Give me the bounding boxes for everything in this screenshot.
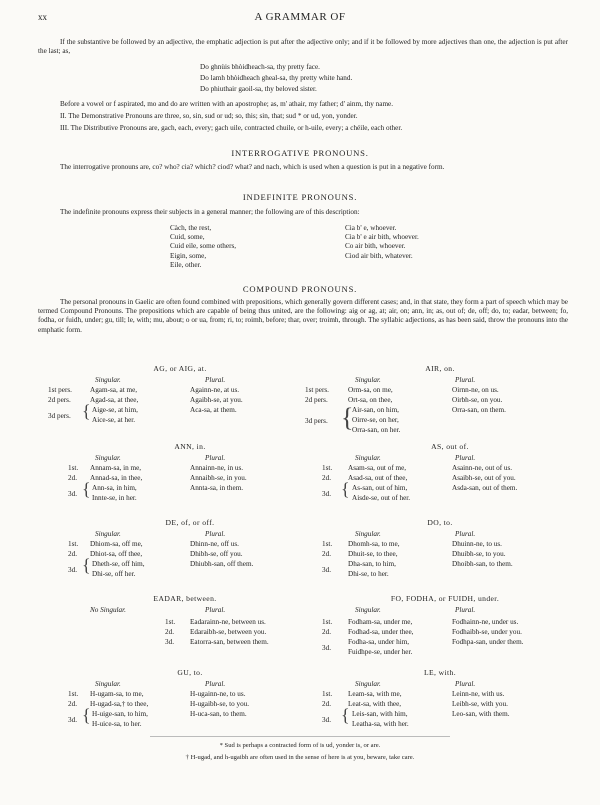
- footnote-2: † H-ugad, and h-ugaibh are often used in the sense of here is at you, beware, take care.: [185, 754, 415, 761]
- table-cell: Dhiom-sa, off me,: [90, 540, 143, 548]
- indefinite-list-right: [345, 224, 419, 261]
- table-title-air: AIR, on.: [425, 364, 455, 373]
- table-cell: Agam-sa, at me,: [90, 386, 138, 394]
- table-cell: Agad-sa, at thee,: [90, 396, 139, 404]
- table-cell: Fuidhpe-se, under her.: [348, 648, 413, 656]
- list-item: Ciod air bith, whatever.: [345, 251, 413, 260]
- table-cell: H-uice-sa, to her.: [92, 720, 142, 728]
- table-cell: Fodha-sa, under him,: [348, 638, 410, 646]
- table-title-ann: ANN, in.: [174, 442, 206, 451]
- table-cell: Aca-sa, at them.: [190, 406, 237, 414]
- person-label: 3d.: [68, 716, 77, 724]
- label-plural: Plural.: [455, 376, 476, 384]
- label-plural: Plural.: [205, 680, 226, 688]
- footnote-rule: [150, 736, 450, 737]
- person-label: 3d.: [68, 490, 77, 498]
- label-plural: Plural.: [205, 454, 226, 462]
- table-cell: Fodhad-sa, under thee,: [348, 628, 414, 636]
- example-1: Do ghnùis bhòidheach-sa, thy pretty face.: [200, 63, 320, 71]
- table-cell: Asainn-ne, out of us.: [452, 464, 513, 472]
- brace-icon: {: [341, 705, 350, 725]
- table-cell: Edaraibh-se, between you.: [190, 628, 267, 636]
- table-title-as: AS, out of.: [431, 442, 469, 451]
- person-label: 1st.: [165, 618, 176, 626]
- table-cell: Asad-sa, out of thee,: [348, 474, 408, 482]
- indefinite-heading: INDEFINITE PRONOUNS.: [242, 192, 358, 202]
- person-label: 1st.: [68, 690, 79, 698]
- table-cell: Dhoibh-san, to them.: [452, 560, 513, 568]
- table-cell: Leat-sa, with thee,: [348, 700, 402, 708]
- table-cell: Dhiot-sa, off thee,: [90, 550, 143, 558]
- interrogative-heading: INTERROGATIVE PRONOUNS.: [231, 148, 369, 158]
- table-cell: Aisde-se, out of her.: [352, 494, 411, 502]
- person-label: 2d.: [322, 474, 331, 482]
- table-cell: Agaibh-se, at you.: [190, 396, 243, 404]
- table-cell: Orra-san, on her.: [352, 426, 401, 434]
- label-singular: Singular.: [95, 376, 121, 384]
- table-cell: Oirnn-ne, on us.: [452, 386, 499, 394]
- table-cell: Orra-san, on them.: [452, 406, 506, 414]
- person-label: 2d.: [322, 628, 331, 636]
- table-title-eadar: EADAR, between.: [153, 594, 217, 603]
- label-singular: Singular.: [355, 376, 381, 384]
- table-cell: Leo-san, with them.: [452, 710, 510, 718]
- table-cell: Orm-sa, on me,: [348, 386, 393, 394]
- footnote-1: * Sud is perhaps a contracted form of is ud, yonder is, or are.: [219, 742, 381, 749]
- intro-paragraph-2: Before a vowel or f aspirated, mo and do are written with an apostrophe; as, m' athair, my father; d' ainm, thy name.: [60, 100, 394, 108]
- indefinite-list-left: [170, 224, 236, 270]
- label-plural: Plural.: [455, 606, 476, 614]
- table-cell: Aige-se, at him,: [92, 406, 138, 414]
- list-item: Co air bith, whoever.: [345, 242, 406, 251]
- table-cell: Leis-san, with him,: [352, 710, 408, 718]
- table-cell: H-ugad-sa,† to thee,: [90, 700, 149, 708]
- table-cell: Eadarainn-ne, between us.: [190, 618, 266, 626]
- table-cell: H-uige-san, to him,: [92, 710, 148, 718]
- table-cell: Oirre-se, on her,: [352, 416, 399, 424]
- table-cell: Oirbh-se, on you.: [452, 396, 503, 404]
- table-cell: Leam-sa, with me,: [348, 690, 402, 698]
- table-title-do: DO, to.: [427, 518, 453, 527]
- label-singular: Singular.: [355, 680, 381, 688]
- list-item: Càch, the rest,: [170, 224, 212, 232]
- table-cell: Aice-se, at her.: [92, 416, 136, 424]
- brace-icon: {: [82, 401, 91, 421]
- table-title-de: DE, of, or off.: [165, 518, 215, 527]
- table-cell: Dhuinn-ne, to us.: [452, 540, 502, 548]
- table-cell: Dhuibh-se, to you.: [452, 550, 506, 558]
- person-label: 2d.: [165, 628, 174, 636]
- label-singular: Singular.: [355, 454, 381, 462]
- page-title: A GRAMMAR OF: [254, 11, 346, 23]
- intro-paragraph-1: If the substantive be followed by an adjective, the emphatic adjection is put after the adjective only; and if it be followed by more adjectives than one, the adjection is put after the last; as,: [38, 38, 568, 56]
- table-title-fo: FO, FODHA, or FUIDH, under.: [390, 594, 500, 603]
- table-cell: Dhi-se, off her.: [92, 570, 136, 578]
- person-label: 3d.: [322, 716, 331, 724]
- list-item: Eigin, some,: [170, 251, 207, 260]
- table-cell: H-ugam-sa, to me,: [90, 690, 144, 698]
- table-cell: As-san, out of him,: [352, 484, 408, 492]
- table-cell: Air-san, on him,: [352, 406, 399, 414]
- person-label: 1st.: [68, 540, 79, 548]
- person-label: 2d.: [322, 700, 331, 708]
- label-plural: Plural.: [205, 530, 226, 538]
- person-label: 3d.: [322, 566, 331, 574]
- label-plural: Plural.: [205, 376, 226, 384]
- list-item: Eile, other.: [170, 260, 202, 269]
- person-label: 1st.: [322, 690, 333, 698]
- table-cell: Dhomh-sa, to me,: [348, 540, 400, 548]
- label-singular: Singular.: [95, 530, 121, 538]
- person-label: 2d pers.: [48, 396, 71, 404]
- label-plural: Plural.: [205, 606, 226, 614]
- table-cell: Asaibh-se, out of you.: [452, 474, 516, 482]
- label-plural: Plural.: [455, 680, 476, 688]
- table-cell: Annad-sa, in thee,: [90, 474, 143, 482]
- table-cell: H-ugaibh-se, to you.: [190, 700, 250, 708]
- person-label: 2d.: [68, 474, 77, 482]
- person-label: 2d.: [322, 550, 331, 558]
- table-cell: Leatha-sa, with her.: [352, 720, 409, 728]
- table-cell: Annainn-ne, in us.: [190, 464, 244, 472]
- table-cell: Dhiubh-san, off them.: [190, 560, 254, 568]
- table-cell: Leinn-ne, with us.: [452, 690, 505, 698]
- person-label: 1st.: [322, 540, 333, 548]
- table-cell: Againn-ne, at us.: [190, 386, 240, 394]
- person-label: 3d.: [322, 490, 331, 498]
- table-cell: Dheth-se, off him,: [92, 560, 145, 568]
- interrogative-text: The interrogative pronouns are, co? who? cia? which? ciod? what? and nach, which is used when a question is put in a negative form.: [60, 163, 445, 171]
- table-cell: H-ugainn-ne, to us.: [190, 690, 246, 698]
- example-3: Do phiuthair gaoil-sa, thy beloved sister.: [200, 85, 317, 93]
- brace-icon: {: [341, 479, 350, 499]
- brace-icon: {: [82, 555, 91, 575]
- table-cell: Dha-san, to him,: [348, 560, 396, 568]
- example-2: Do lamh bhòidheach gheal-sa, thy pretty white hand.: [200, 74, 353, 82]
- label-singular: Singular.: [95, 680, 121, 688]
- label-singular: Singular.: [355, 606, 381, 614]
- brace-icon: {: [341, 403, 354, 432]
- person-label: 1st pers.: [305, 386, 329, 394]
- person-label: 2d pers.: [305, 396, 328, 404]
- table-cell: Ort-sa, on thee,: [348, 396, 393, 404]
- person-label: 1st.: [322, 618, 333, 626]
- brace-icon: {: [82, 479, 91, 499]
- label-singular: Singular.: [355, 530, 381, 538]
- table-cell: Dhibh-se, off you.: [190, 550, 243, 558]
- indefinite-text: The indefinite pronouns express their subjects in a general manner; the following are of this description:: [60, 208, 360, 216]
- label-singular: Singular.: [95, 454, 121, 462]
- person-label: 3d pers.: [48, 412, 71, 420]
- table-cell: Fodhaibh-se, under you.: [452, 628, 522, 636]
- compound-heading: COMPOUND PRONOUNS.: [242, 284, 358, 294]
- table-cell: Dhinn-ne, off us.: [190, 540, 239, 548]
- table-cell: Eatorra-san, between them.: [190, 638, 269, 646]
- table-cell: Asda-san, out of them.: [452, 484, 518, 492]
- person-label: 1st.: [68, 464, 79, 472]
- compound-text: The personal pronouns in Gaelic are often found combined with prepositions, which generally govern different cases; and, in that state, they form a part of speech which may be termed Compound Pronouns. The prepositions which are capable of being thus united, are the following: aig or ag, at; air, on; ann, in; as, out of; de, off; do, to; eadar, between; fo, fodha, or fuidh, under; gu, till; le, with; mu, about; o or ua, from; ri, to; roimh, before; thar, over; troimh, through. The syllabic adjections, as has been said, throw the pronouns into the emphatic form.: [38, 298, 568, 334]
- table-title-ag: AG, or AIG, at.: [153, 364, 207, 373]
- table-cell: Ann-sa, in him,: [92, 484, 137, 492]
- table-cell: Dhi-se, to her.: [348, 570, 389, 578]
- table-cell: Fodhpa-san, under them.: [452, 638, 524, 646]
- list-item: Cia b' e, whoever.: [345, 224, 397, 232]
- label-plural: Plural.: [455, 454, 476, 462]
- table-cell: Annta-sa, in them.: [190, 484, 244, 492]
- intro-paragraph-4: III. The Distributive Pronouns are, gach, each, every; gach uile, contracted chuile, or h-uile, every; a chéile, each other.: [60, 124, 403, 132]
- person-label: 3d.: [68, 566, 77, 574]
- list-item: Cia b' e air bith, whoever.: [345, 233, 419, 242]
- table-cell: Innte-se, in her.: [92, 494, 137, 502]
- intro-paragraph-3: II. The Demonstrative Pronouns are three, so, sin, sud or ud; so, this; sin, that; sud * or ud, yon, yonder.: [60, 112, 358, 120]
- brace-icon: {: [82, 705, 91, 725]
- person-label: 3d.: [322, 644, 331, 652]
- person-label: 1st pers.: [48, 386, 72, 394]
- table-cell: Fodham-sa, under me,: [348, 618, 413, 626]
- table-cell: Asam-sa, out of me,: [348, 464, 407, 472]
- table-cell: Dhuit-se, to thee,: [348, 550, 398, 558]
- label-plural: Plural.: [455, 530, 476, 538]
- person-label: 3d.: [165, 638, 174, 646]
- label-no-singular: No Singular.: [90, 606, 126, 614]
- table-cell: Annam-sa, in me,: [90, 464, 142, 472]
- person-label: 3d pers.: [305, 417, 328, 425]
- page-number: xx: [38, 12, 47, 22]
- person-label: 1st.: [322, 464, 333, 472]
- table-cell: Leibh-se, with you.: [452, 700, 508, 708]
- person-label: 2d.: [68, 550, 77, 558]
- table-cell: Fodhainn-ne, under us.: [452, 618, 519, 626]
- table-cell: H-uca-san, to them.: [190, 710, 247, 718]
- list-item: Cuid, some,: [170, 233, 205, 242]
- list-item: Cuid eile, some others,: [170, 242, 237, 251]
- table-title-le: LE, with.: [423, 668, 457, 677]
- person-label: 2d.: [68, 700, 77, 708]
- table-title-gu: GU, to.: [177, 668, 203, 677]
- table-cell: Annaibh-se, in you.: [190, 474, 247, 482]
